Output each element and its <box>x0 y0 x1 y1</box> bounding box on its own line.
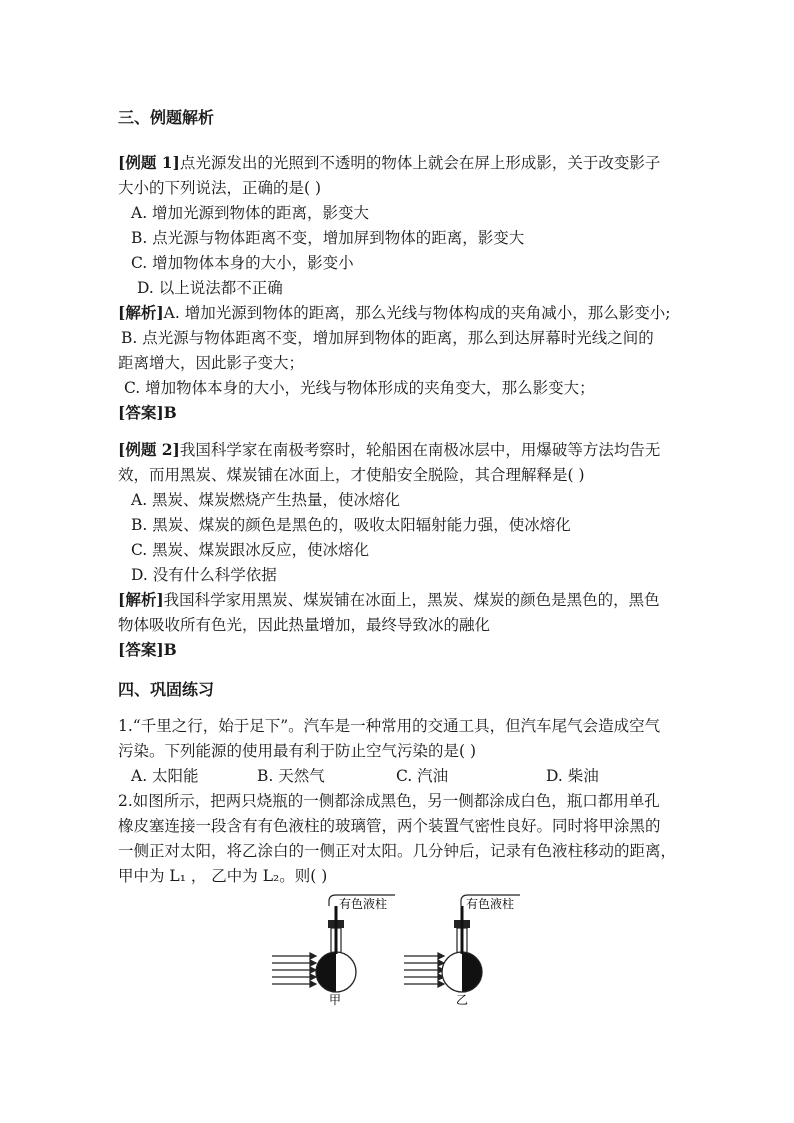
example1-option-a: A. 增加光源到物体的距离，影变大 <box>131 204 370 222</box>
left-liquid-column-label: 有色液柱 <box>339 897 388 911</box>
example2-option-c: C. 黑炭、煤炭跟冰反应，使冰熔化 <box>131 541 370 559</box>
example2-answer: [答案]B <box>118 640 177 659</box>
example2-option-d: D. 没有什么科学依据 <box>131 566 277 584</box>
example1-option-d: D. 以上说法都不正确 <box>137 279 283 297</box>
example2-label: [例题 2] <box>118 440 180 459</box>
example2-stem-line1 <box>118 439 660 461</box>
example2-analysis-label: [解析] <box>118 590 164 609</box>
example1-label: [例题 1] <box>118 153 180 172</box>
practice-q2-line1: 2.如图所示，把两只烧瓶的一侧都涂成黑色，另一侧都涂成白色，瓶口都用单孔 <box>118 792 660 810</box>
right-liquid-column-label: 有色液柱 <box>466 897 515 911</box>
example2-analysis-line2: 物体吸收所有色光，因此热量增加，最终导致冰的融化 <box>118 616 491 634</box>
example2-stem-line2: 效，而用黑炭、煤炭铺在冰面上，才使船安全脱险，其合理解释是( ) <box>118 466 585 484</box>
section-title-examples: 三、例题解析 <box>118 108 215 127</box>
practice-q1-line2: 污染。下列能源的使用最有利于防止空气污染的是( ) <box>118 742 477 760</box>
example1-answer: [答案]B <box>118 403 177 422</box>
practice-q1-option-a: A. 太阳能 <box>131 767 199 785</box>
flask-yi-label: 乙 <box>456 993 469 1007</box>
example1-option-c: C. 增加物体本身的大小，影变小 <box>131 254 354 272</box>
example1-analysis-line1 <box>118 302 670 324</box>
example2-option-b: B. 黑炭、煤炭的颜色是黑色的，吸收太阳辐射能力强，使冰熔化 <box>131 516 571 534</box>
practice-q1-option-d: D. 柴油 <box>546 767 599 785</box>
flask-experiment-figure <box>270 892 530 1007</box>
example2-analysis-text1: 我国科学家用黑炭、煤炭铺在冰面上，黑炭、煤炭的颜色是黑色的，黑色 <box>163 591 660 609</box>
example1-analysis-label: [解析] <box>118 303 164 322</box>
example1-analysis-line2: B. 点光源与物体距离不变，增加屏到物体的距离，那么到达屏幕时光线之间的 <box>121 329 654 347</box>
practice-q2-line4: 甲中为 L₁ ， 乙中为 L₂。则( ) <box>118 867 328 885</box>
example2-stem-text1: 我国科学家在南极考察时，轮船困在南极冰层中，用爆破等方法均告无 <box>179 441 661 459</box>
left-light-arrows <box>272 953 316 987</box>
example2-analysis-line1 <box>118 589 660 611</box>
example2-option-a: A. 黑炭、煤炭燃烧产生热量，使冰熔化 <box>131 491 401 509</box>
practice-q1-option-c: C. 汽油 <box>396 767 449 785</box>
example1-analysis-line3: 距离增大，因此影子变大； <box>118 354 305 372</box>
practice-q2-line3: 一侧正对太阳，将乙涂白的一侧正对太阳。几分钟后，记录有色液柱移动的距离， <box>118 842 677 860</box>
practice-q1-option-b: B. 天然气 <box>257 767 325 785</box>
example1-stem-text1: 点光源发出的光照到不透明的物体上就会在屏上形成影，关于改变影子 <box>179 154 661 172</box>
flask-jia-label: 甲 <box>329 993 342 1007</box>
example1-option-b: B. 点光源与物体距离不变，增加屏到物体的距离，影变大 <box>131 229 525 247</box>
section-title-practice: 四、巩固练习 <box>118 680 215 699</box>
example1-analysis-line4: C. 增加物体本身的大小，光线与物体形成的夹角变大，那么影变大； <box>124 379 595 397</box>
practice-q1-options <box>0 765 794 787</box>
example1-stem-line2: 大小的下列说法，正确的是( ) <box>118 179 322 197</box>
practice-q1-line1: 1.“千里之行，始于足下”。汽车是一种常用的交通工具，但汽车尾气会造成空气 <box>118 717 661 735</box>
example1-stem-line1 <box>118 152 660 174</box>
right-light-arrows <box>404 953 444 987</box>
practice-q2-line2: 橡皮塞连接一段含有有色液柱的玻璃管，两个装置气密性良好。同时将甲涂黑的 <box>118 817 661 835</box>
example1-analysis-text1: A. 增加光源到物体的距离，那么光线与物体构成的夹角减小，那么影变小; <box>163 304 671 322</box>
